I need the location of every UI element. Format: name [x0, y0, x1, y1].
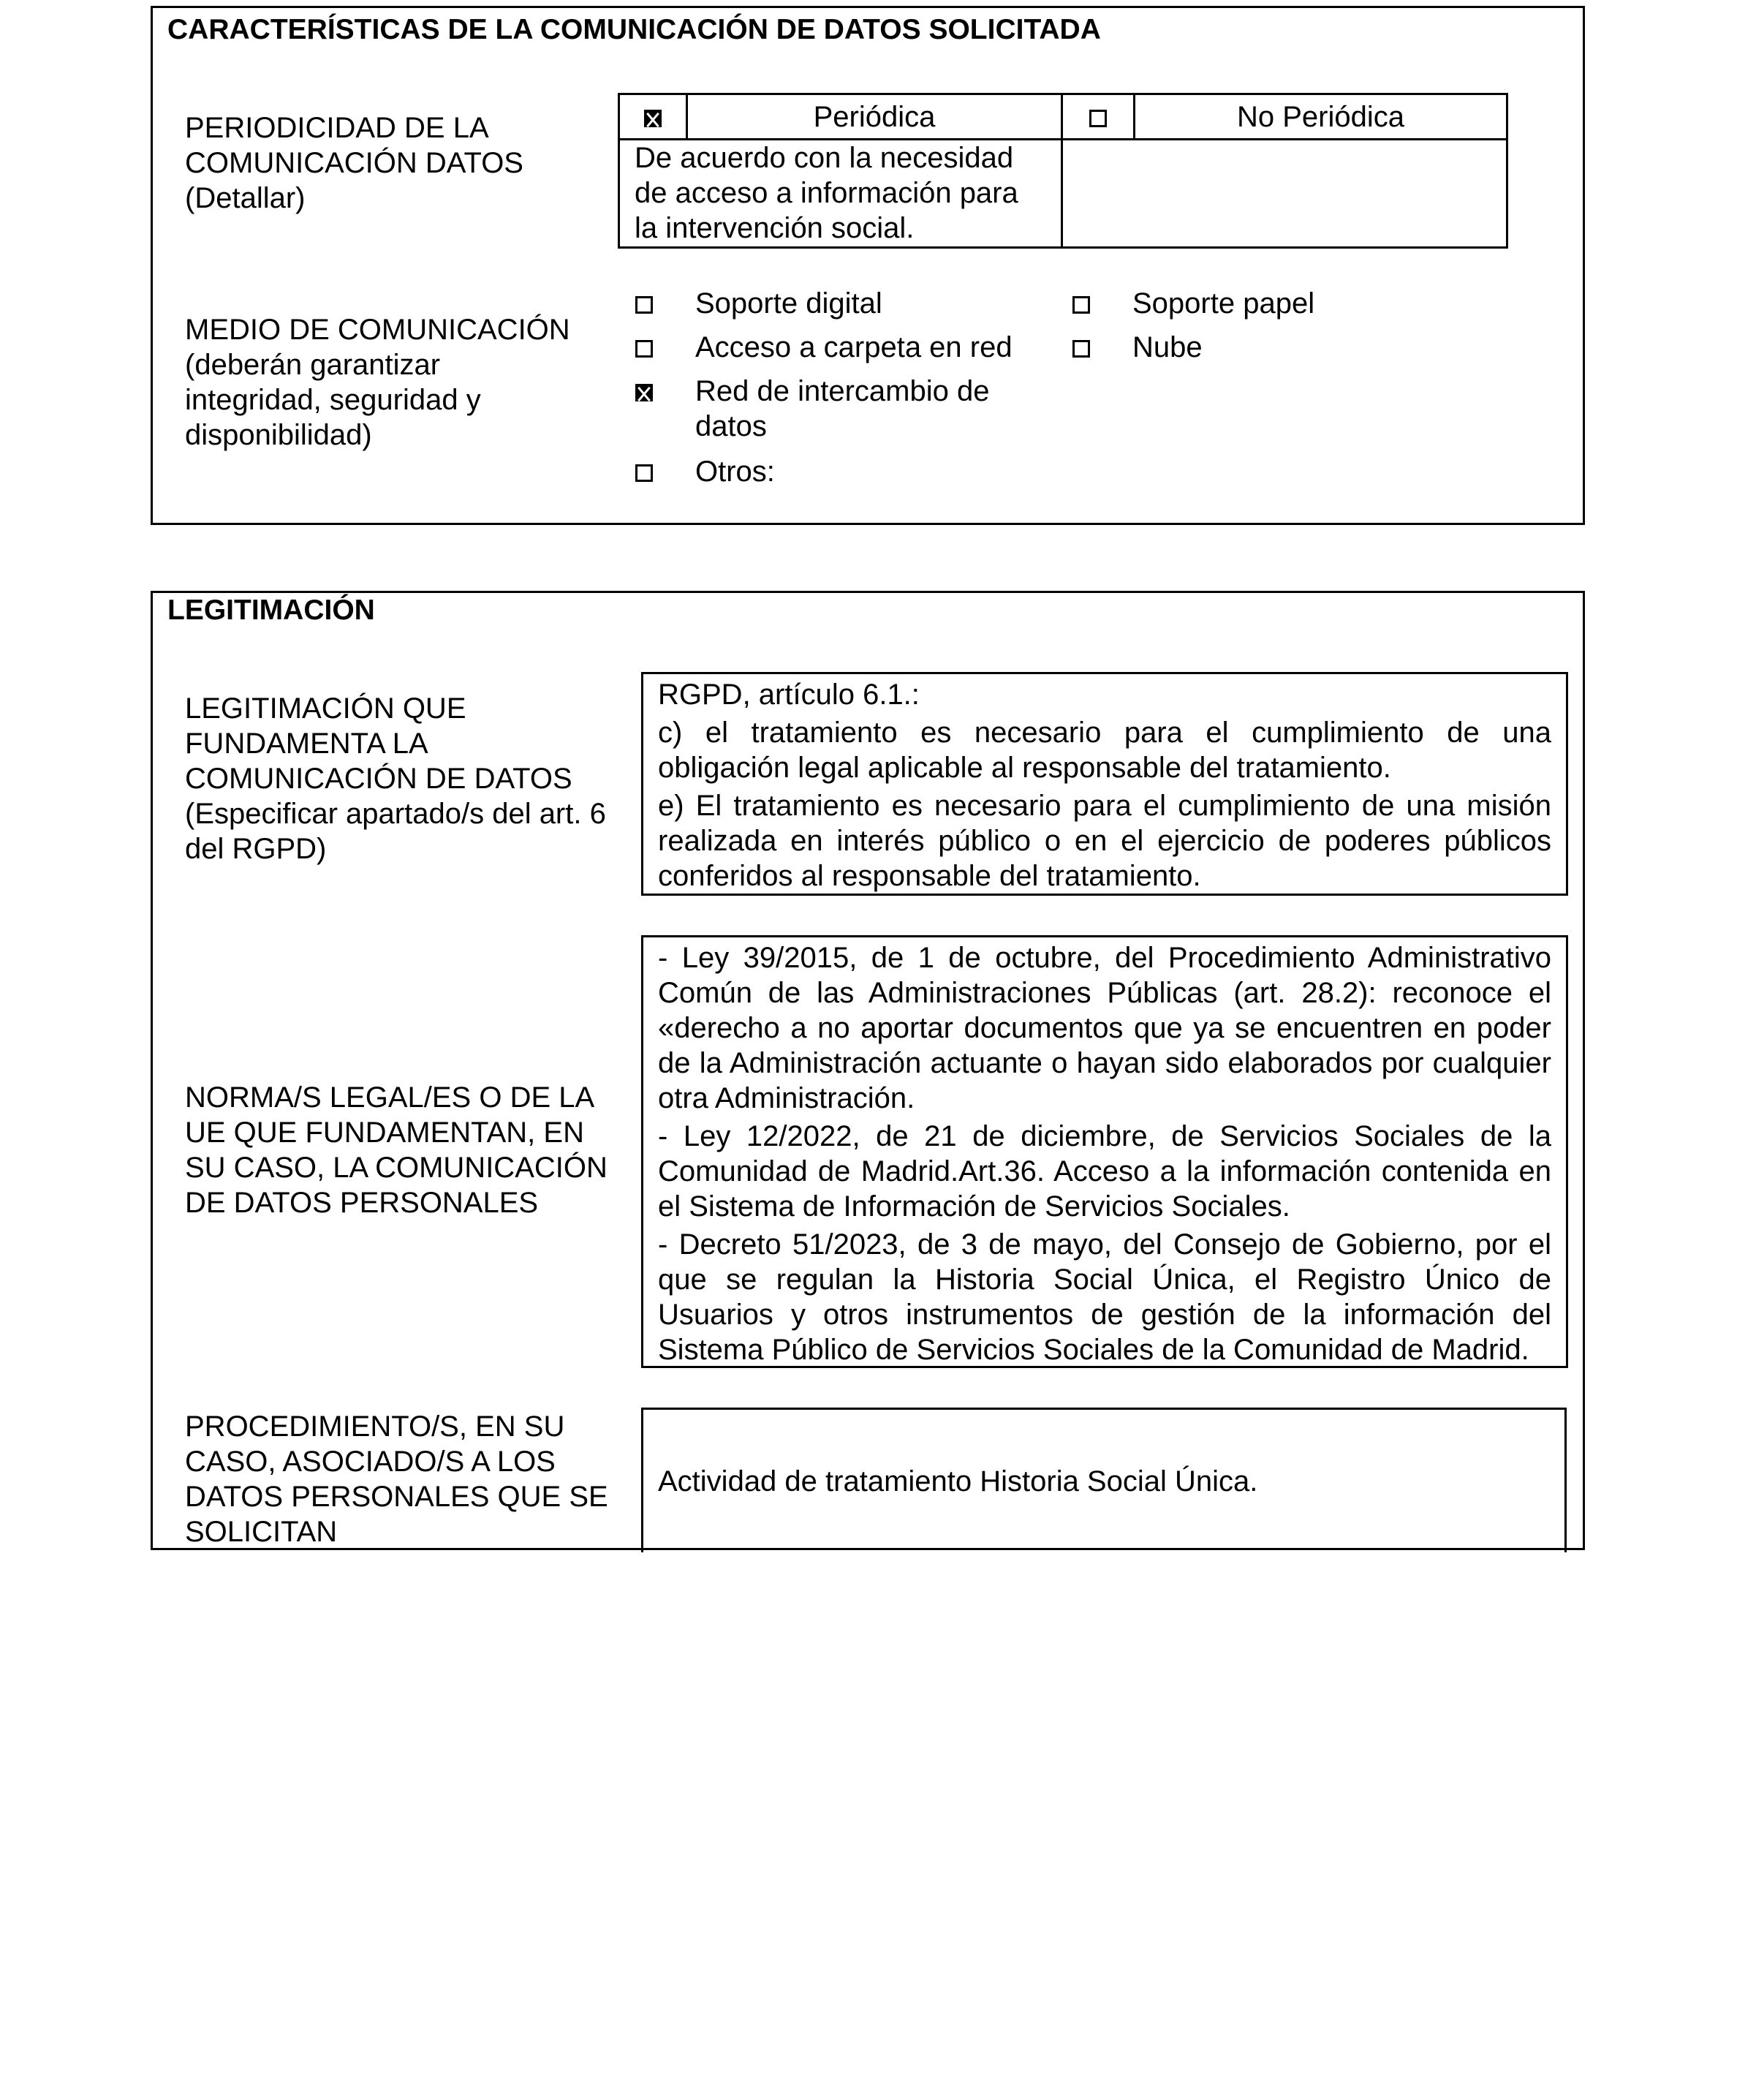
option-soporte-papel[interactable]: Soporte papel: [1072, 286, 1314, 321]
option-nube[interactable]: Nube: [1072, 330, 1203, 365]
periodicity-label: PERIODICIDAD DE LA COMUNICACIÓN DATOS (Detallar): [185, 112, 523, 214]
periodic-checkbox-cell[interactable]: [619, 94, 687, 140]
medium-label: MEDIO DE COMUNICACIÓN (deberán garantizar integridad, seguridad y disponibilidad): [185, 314, 570, 451]
option-red-intercambio[interactable]: Red de intercambio de datos: [635, 374, 1032, 444]
legal-basis-label: LEGITIMACIÓN QUE FUNDAMENTA LA COMUNICACIÓN DE DATOS (Especificar apartado/s del art. 6 del RGPD): [185, 692, 606, 865]
soporte-digital-checkbox[interactable]: [635, 296, 653, 314]
non-periodic-option-label: No Periódica: [1135, 94, 1507, 140]
periodicity-table: [618, 93, 1508, 249]
legal-basis-box: RGPD, artículo 6.1.: c) el tratamiento es necesario para el cumplimiento de una obligación legal aplicable al responsable del tratamiento. e) El tratamiento es necesario para el cumplimiento de una misión realizada en interés público o en el ejercicio de poderes públicos conferidos al responsable del tratamiento.: [641, 672, 1568, 896]
legal-norms-box: - Ley 39/2015, de 1 de octubre, del Procedimiento Administrativo Común de las Administraciones Públicas (art. 28.2): reconoce el «derecho a no aportar documentos que ya se encuentren en poder de la Administración actuante o hayan sido elaborados por cualquier otra Administración. - Ley 12/2022, de 21 de diciembre, de Servicios Sociales de la Comunidad de Madrid.Art.36. Acceso a la información contenida en el Sistema de Información de Servicios Sociales. - Decreto 51/2023, de 3 de mayo, del Consejo de Gobierno, por el que se regulan la Historia Social Única, el Registro Único de Usuarios y otros instrumentos de gestión de la información del Sistema Público de Servicios Sociales de la Comunidad de Madrid.: [641, 935, 1568, 1368]
option-soporte-digital[interactable]: Soporte digital: [635, 286, 882, 321]
non-periodic-checkbox[interactable]: [1089, 110, 1107, 127]
nube-checkbox[interactable]: [1072, 340, 1090, 358]
option-acceso-carpeta-red[interactable]: Acceso a carpeta en red: [635, 330, 1013, 365]
section-title: LEGITIMACIÓN: [167, 594, 375, 626]
non-periodic-detail: [1062, 140, 1507, 248]
red-intercambio-checkbox[interactable]: [635, 384, 653, 401]
periodic-option-label: Periódica: [687, 94, 1062, 140]
periodic-detail: De acuerdo con la necesidad de acceso a información para la intervención social.: [619, 140, 1062, 248]
legitimation-section: [151, 591, 1585, 1550]
procedures-box: Actividad de tratamiento Historia Social Única.: [641, 1408, 1567, 1552]
legal-norms-label: NORMA/S LEGAL/ES O DE LA UE QUE FUNDAMENTAN, EN SU CASO, LA COMUNICACIÓN DE DATOS PERSONALES: [185, 1081, 608, 1219]
procedures-label: PROCEDIMIENTO/S, EN SU CASO, ASOCIADO/S A LOS DATOS PERSONALES QUE SE SOLICITAN: [185, 1410, 608, 1548]
periodic-checkbox[interactable]: [644, 110, 662, 127]
option-otros[interactable]: Otros:: [635, 454, 775, 489]
acceso-carpeta-red-checkbox[interactable]: [635, 340, 653, 358]
non-periodic-checkbox-cell[interactable]: [1062, 94, 1135, 140]
soporte-papel-checkbox[interactable]: [1072, 296, 1090, 314]
otros-checkbox[interactable]: [635, 464, 653, 482]
section-title: CARACTERÍSTICAS DE LA COMUNICACIÓN DE DATOS SOLICITADA: [167, 14, 1101, 45]
characteristics-section: [151, 6, 1585, 525]
